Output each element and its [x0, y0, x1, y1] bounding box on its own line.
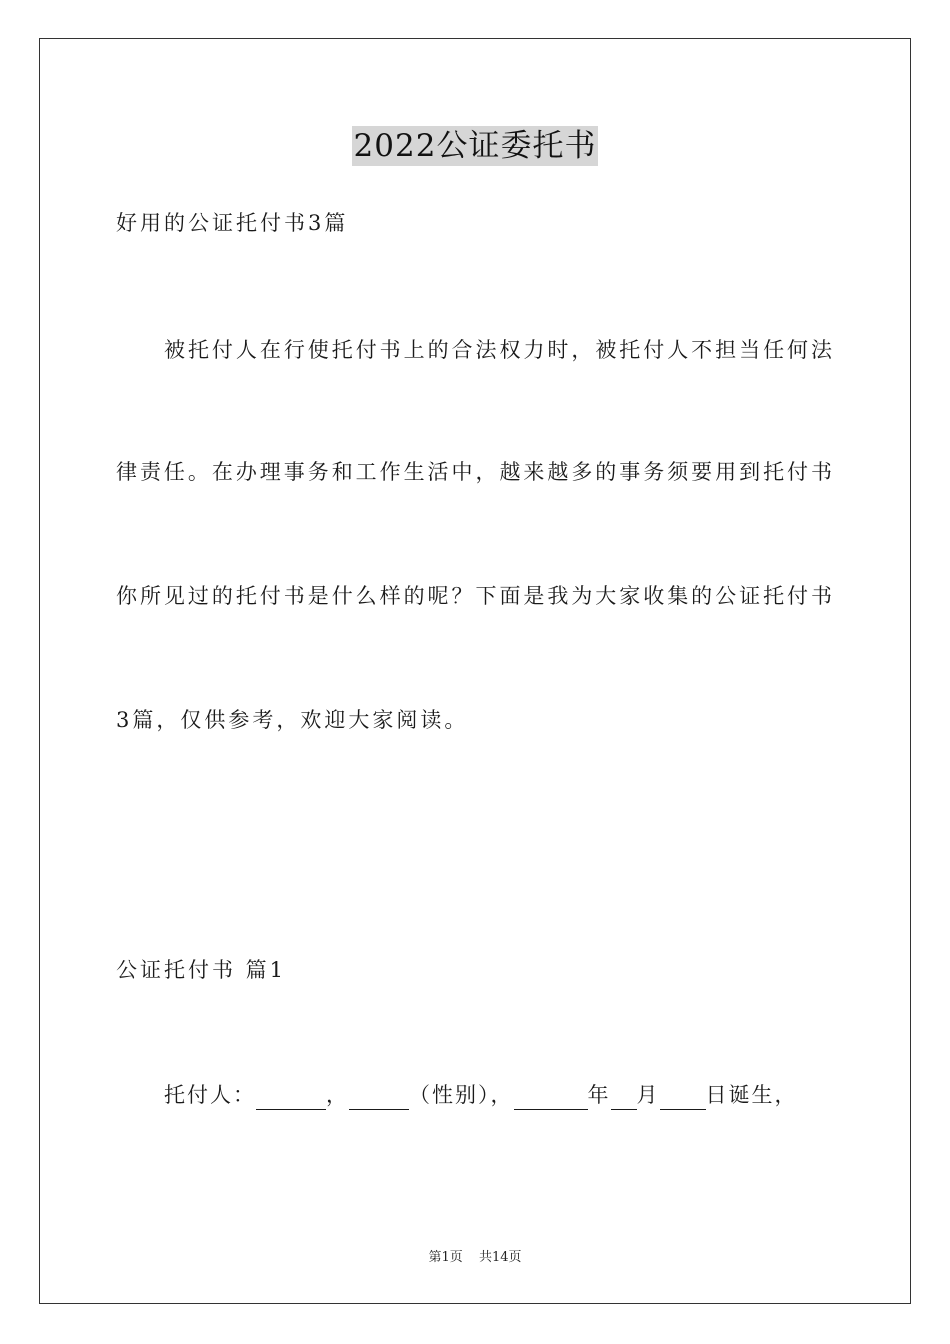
- page-footer: [0, 1246, 950, 1265]
- title-container: [0, 126, 950, 166]
- intro-line-2: 律责任。在办理事务和工作生活中，越来越多的事务须要用到托付书: [116, 460, 832, 484]
- month-blank[interactable]: [611, 1085, 637, 1110]
- year-blank[interactable]: [514, 1085, 588, 1110]
- day-blank[interactable]: [660, 1085, 706, 1110]
- month-label: 月: [636, 1083, 660, 1107]
- section-heading: 公证托付书 篇1: [116, 958, 287, 982]
- document-subtitle: 好用的公证托付书3篇: [116, 211, 349, 235]
- separator-comma: ，: [326, 1083, 349, 1107]
- client-label: 托付人：: [164, 1083, 256, 1107]
- client-name-blank[interactable]: [256, 1085, 326, 1110]
- gender-blank[interactable]: [349, 1085, 409, 1110]
- gender-label: （性别），: [409, 1083, 514, 1107]
- year-label: 年: [587, 1083, 611, 1107]
- intro-line-4: 3篇，仅供参考，欢迎大家阅读。: [116, 708, 469, 732]
- birth-label: 日诞生，: [705, 1083, 798, 1107]
- intro-line-3: 你所见过的托付书是什么样的呢？下面是我为大家收集的公证托付书: [116, 584, 832, 608]
- intro-line-1: 被托付人在行使托付书上的合法权力时，被托付人不担当任何法: [164, 338, 832, 362]
- document-title: 2022公证委托书: [353, 128, 597, 164]
- client-info-line: [116, 1080, 832, 1110]
- page-number: 第1页: [428, 1250, 463, 1265]
- page-total: 共14页: [478, 1250, 522, 1265]
